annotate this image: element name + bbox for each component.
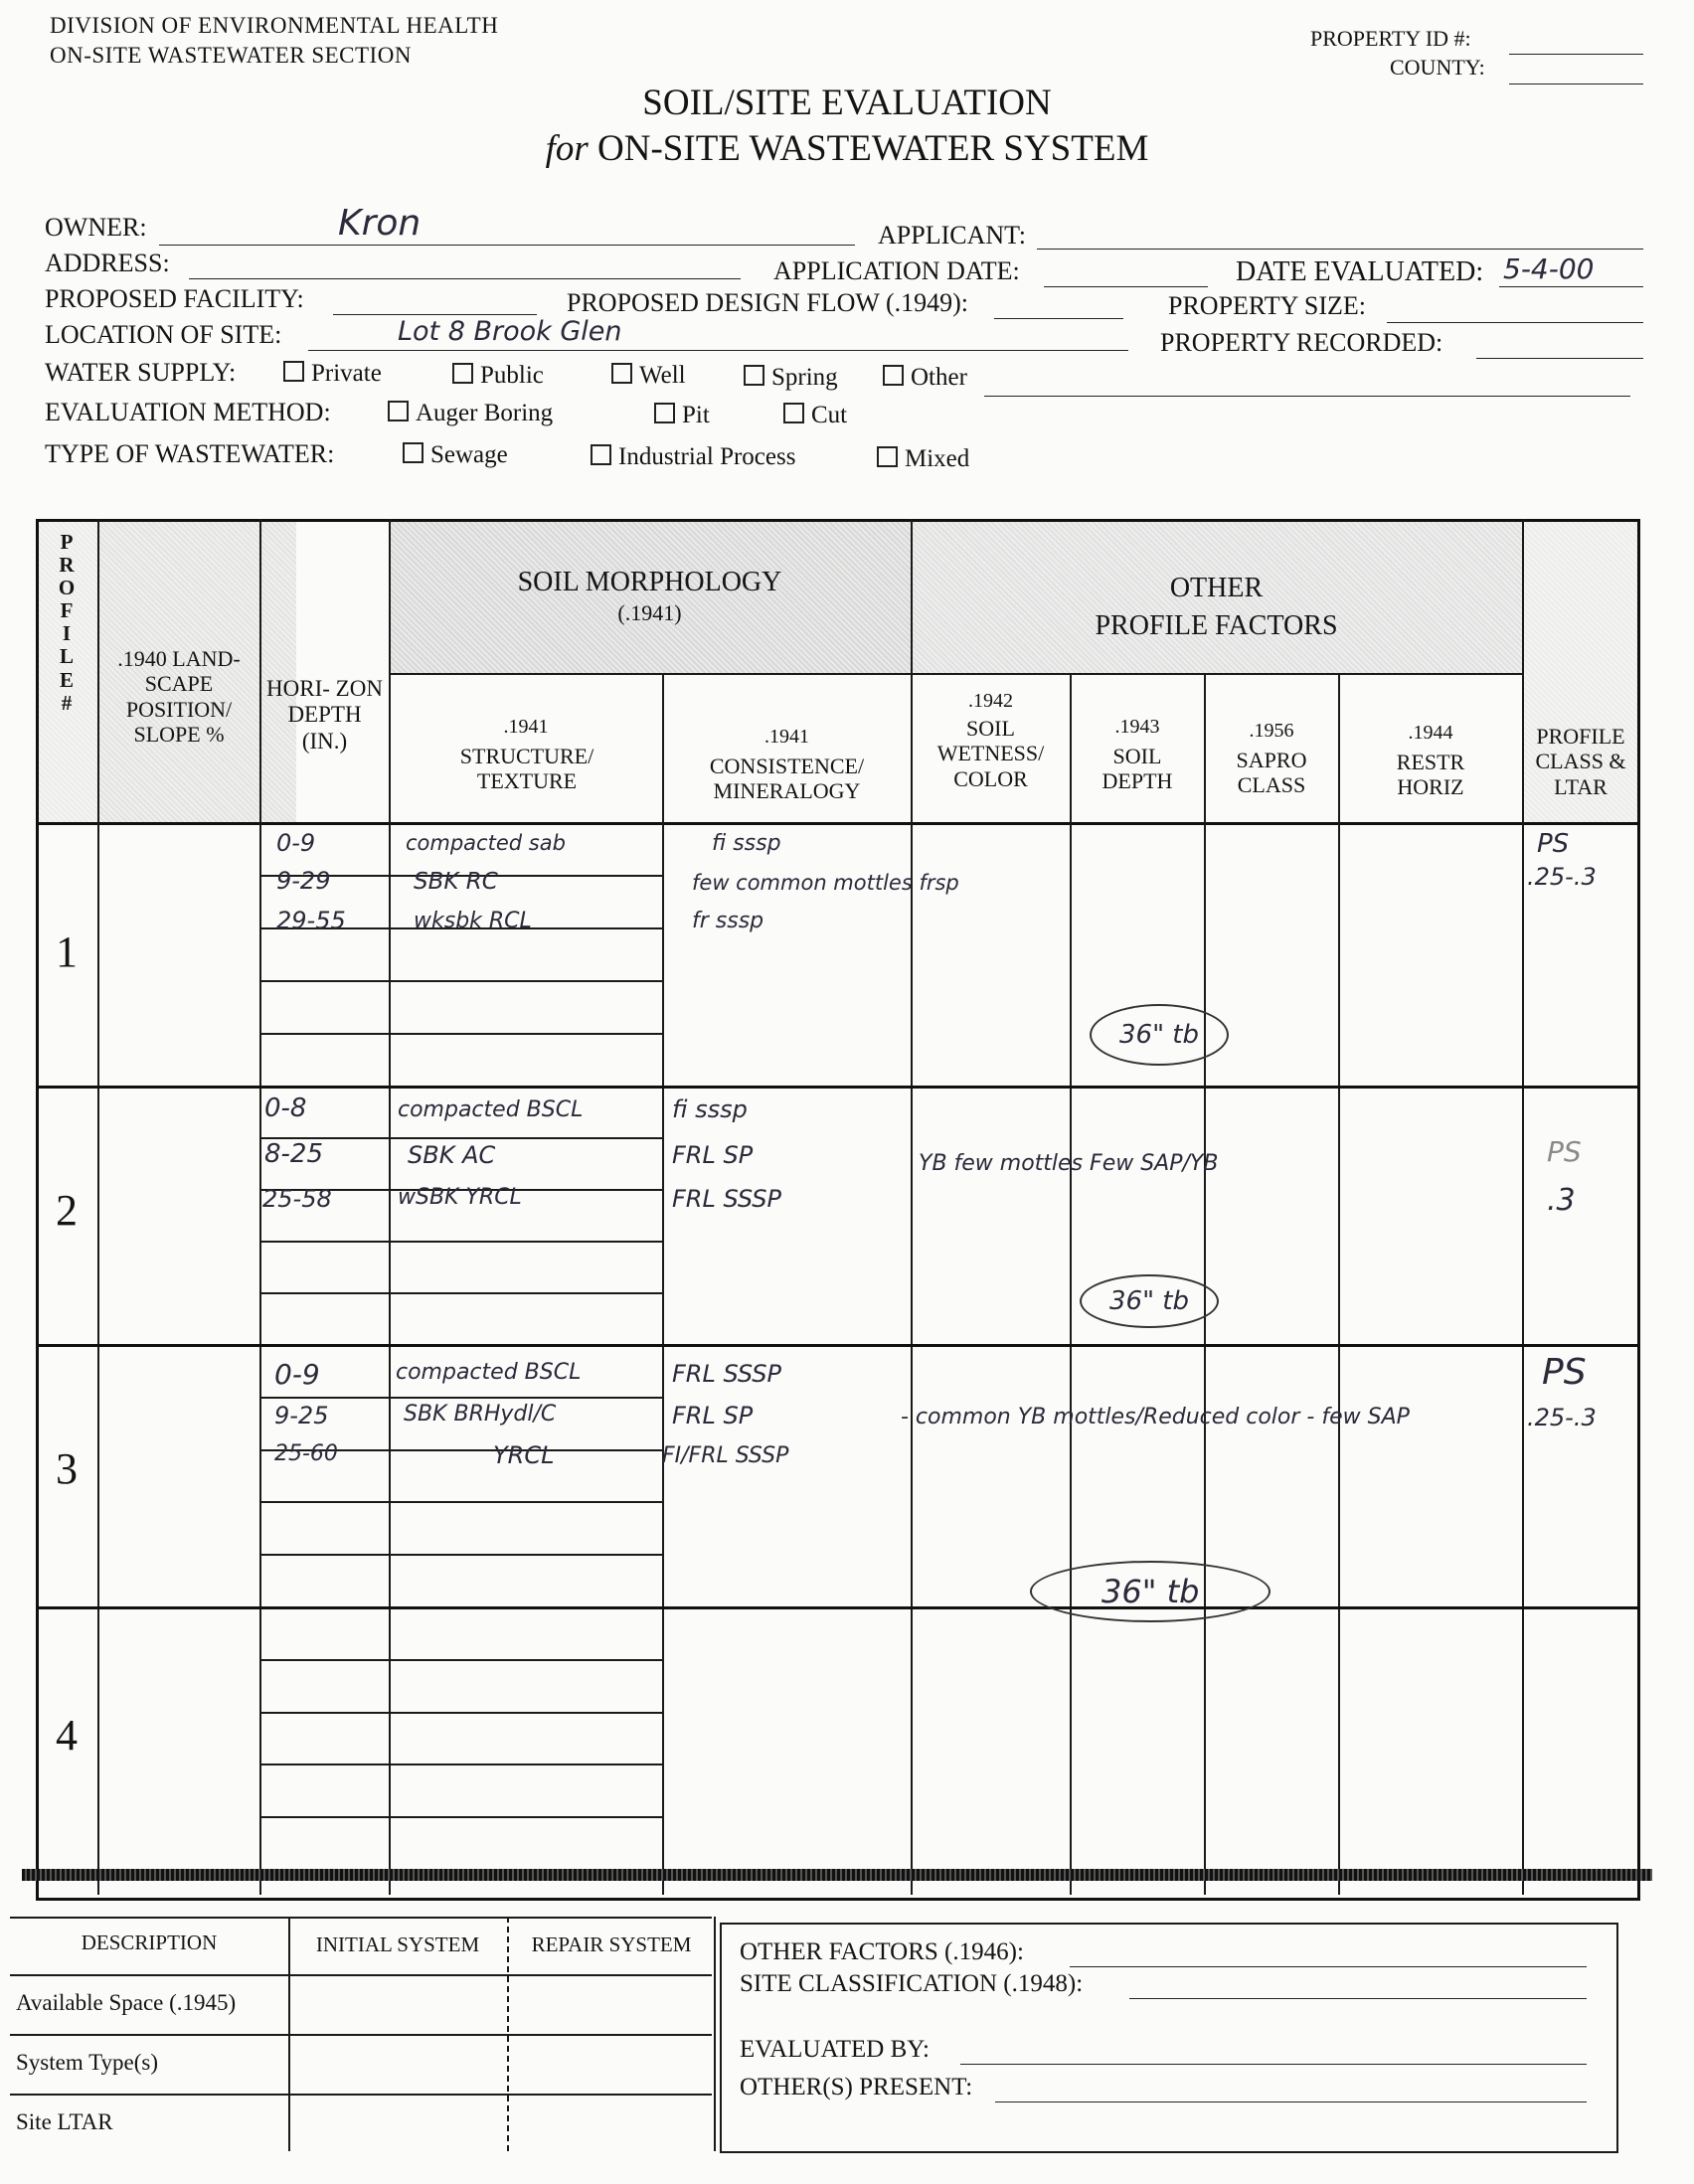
sapro-header: SAPRO CLASS (1236, 748, 1307, 798)
date-evaluated-value: 5-4-00 (1503, 252, 1595, 285)
address-field[interactable] (189, 278, 741, 279)
p3-class-1: PS (1542, 1352, 1587, 1393)
checkbox-icon (611, 363, 632, 384)
consistence-header: CONSISTENCE/ MINERALOGY (709, 754, 865, 804)
method-auger-boring[interactable] (388, 400, 553, 427)
checkbox-icon (452, 363, 473, 384)
applicant-field[interactable] (1037, 249, 1643, 250)
other-factors-box (720, 1923, 1618, 2153)
option-label: Spring (771, 364, 838, 391)
restr-code: .1944 (1408, 722, 1453, 744)
checkbox-icon (783, 403, 804, 423)
p1-consistence-3: fr sssp (692, 909, 764, 933)
design-flow-field[interactable] (994, 318, 1123, 319)
site-classification-field[interactable] (1129, 1998, 1587, 1999)
profile-1-number: 1 (56, 927, 78, 976)
water-supply-public[interactable] (452, 362, 544, 390)
profile-4-number: 4 (56, 1711, 78, 1760)
horizon-row-line (259, 1764, 662, 1765)
horizon-row-line (259, 1241, 662, 1243)
option-label: Mixed (905, 445, 970, 472)
application-date-field[interactable] (1044, 286, 1208, 287)
water-supply-other-field[interactable] (984, 396, 1630, 397)
horizon-row-line (259, 980, 662, 982)
county-label: COUNTY: (1390, 55, 1485, 80)
section-name: ON-SITE WASTEWATER SECTION (50, 43, 412, 68)
available-space-repair[interactable] (511, 1978, 710, 2030)
location-field[interactable] (308, 350, 1128, 351)
p3-structure-1: compacted BSCL (396, 1360, 582, 1385)
p2-class-2: .3 (1547, 1183, 1576, 1218)
sapro-code: .1956 (1249, 720, 1294, 742)
other-factors-header: OTHER (1169, 573, 1264, 603)
evaluated-by-label: EVALUATED BY: (740, 2036, 930, 2063)
p2-structure-1: compacted BSCL (398, 1097, 584, 1122)
p1-depth-3: 29-55 (276, 907, 346, 934)
option-label: Auger Boring (416, 400, 554, 426)
location-label: LOCATION OF SITE: (45, 320, 282, 349)
checkbox-icon (388, 401, 409, 421)
site-classification-label: SITE CLASSIFICATION (.1948): (740, 1970, 1084, 1997)
p1-class-2: .25-.3 (1527, 863, 1597, 891)
description-header: DESCRIPTION (81, 1931, 218, 1954)
p2-depth-1: 0-8 (264, 1093, 307, 1123)
p3-consistence-3: FI/FRL SSSP (662, 1443, 789, 1468)
property-size-field[interactable] (1387, 322, 1643, 323)
water-supply-spring[interactable] (744, 364, 838, 392)
applicant-label: APPLICANT: (878, 221, 1026, 250)
system-table (10, 1917, 716, 2151)
option-label: Well (639, 362, 686, 389)
others-present-field[interactable] (995, 2101, 1587, 2102)
p2-wetness: YB few mottles Few SAP/YB (919, 1151, 1219, 1176)
checkbox-icon (591, 444, 611, 465)
p1-structure-2: SBK RC (414, 869, 498, 895)
others-present-label: OTHER(S) PRESENT: (740, 2074, 973, 2100)
water-supply-label: WATER SUPPLY: (45, 358, 237, 387)
p3-depth-1: 0-9 (274, 1358, 320, 1391)
profile-header-text: PROFILE # (58, 530, 76, 715)
checkbox-icon (877, 446, 898, 467)
p3-soil-depth: 36" tb (1030, 1561, 1270, 1622)
date-evaluated-field[interactable] (1499, 286, 1643, 287)
property-id-label: PROPERTY ID #: (1310, 26, 1471, 51)
p2-consistence-1: fi sssp (672, 1095, 748, 1123)
horizon-row-line (259, 1292, 662, 1294)
site-ltar-initial[interactable] (292, 2098, 503, 2147)
property-recorded-field[interactable] (1476, 358, 1643, 359)
application-date-label: APPLICATION DATE: (773, 256, 1020, 285)
horizon-row-line (259, 1816, 662, 1818)
water-supply-well[interactable] (611, 362, 686, 390)
p2-structure-2: SBK AC (408, 1141, 496, 1169)
address-label: ADDRESS: (45, 249, 170, 277)
system-types-label: System Type(s) (16, 2050, 158, 2075)
option-label: Industrial Process (618, 443, 796, 470)
owner-field[interactable] (159, 245, 855, 246)
p3-depth-3: 25-60 (274, 1441, 338, 1466)
proposed-facility-field[interactable] (333, 314, 537, 315)
checkbox-icon (744, 365, 764, 386)
wastewater-sewage[interactable] (403, 441, 508, 469)
horizon-row-line (259, 1554, 662, 1556)
horizon-row-line (259, 1501, 662, 1503)
form-subtitle (0, 127, 1694, 170)
p3-depth-2: 9-25 (274, 1402, 329, 1429)
other-factors-field[interactable] (1070, 1966, 1587, 1967)
p2-depth-2: 8-25 (264, 1139, 324, 1169)
p2-depth-3: 25-58 (262, 1185, 332, 1213)
p3-consistence-1: FRL SSSP (672, 1360, 781, 1388)
option-label: Other (911, 364, 967, 391)
soil-profile-table (36, 519, 1638, 1899)
method-pit[interactable] (654, 402, 710, 429)
horizon-depth-header: HORI- ZON DEPTH (IN.) (266, 676, 383, 754)
water-supply-other[interactable] (883, 364, 967, 392)
checkbox-icon (283, 361, 304, 382)
system-type-repair[interactable] (511, 2038, 710, 2090)
structure-header: STRUCTURE/ TEXTURE (459, 744, 594, 794)
horizon-row-line (259, 1712, 662, 1714)
checkbox-icon (403, 442, 424, 463)
landscape-header: .1940 LAND- SCAPE POSITION/ SLOPE % (117, 646, 241, 747)
p3-consistence-2: FRL SP (672, 1402, 754, 1429)
design-flow-label: PROPOSED DESIGN FLOW (.1949): (567, 288, 968, 317)
horizon-row-line (259, 1033, 662, 1035)
option-label: Public (480, 362, 544, 389)
p2-structure-3: wSBK YRCL (398, 1185, 522, 1210)
wastewater-industrial[interactable] (591, 443, 795, 471)
structure-code: .1941 (503, 716, 549, 738)
division-name: DIVISION OF ENVIRONMENTAL HEALTH (50, 13, 499, 38)
evaluated-by-field[interactable] (960, 2064, 1587, 2065)
option-label: Pit (682, 402, 710, 428)
subtitle-for: for (545, 128, 589, 169)
property-size-label: PROPERTY SIZE: (1168, 291, 1366, 320)
p2-soil-depth: 36" tb (1080, 1274, 1219, 1328)
consistence-code: .1941 (764, 726, 809, 748)
soil-morphology-code: (.1941) (617, 600, 682, 625)
p1-structure-1: compacted sab (406, 831, 566, 855)
p1-depth-2: 9-29 (276, 867, 331, 895)
p1-structure-3: wksbk RCL (414, 909, 532, 933)
system-type-initial[interactable] (292, 2038, 503, 2090)
soil-depth-header: SOIL DEPTH (1101, 744, 1173, 794)
checkbox-icon (883, 365, 904, 386)
method-cut[interactable] (783, 402, 847, 429)
water-supply-private[interactable] (283, 360, 382, 388)
site-ltar-repair[interactable] (511, 2098, 710, 2147)
location-value: Lot 8 Brook Glen (398, 316, 622, 347)
owner-label: OWNER: (45, 213, 147, 242)
horizon-row-line (259, 1397, 662, 1399)
profile-2-number: 2 (56, 1186, 78, 1235)
p1-class-1: PS (1537, 829, 1570, 859)
proposed-facility-label: PROPOSED FACILITY: (45, 284, 304, 313)
horizon-row-line (259, 1659, 662, 1661)
p1-consistence-1: fi sssp (712, 831, 781, 856)
option-label: Cut (811, 402, 848, 428)
table-bottom-band (22, 1869, 1652, 1881)
p2-consistence-2: FRL SP (672, 1141, 754, 1169)
restr-header: RESTR HORIZ (1396, 750, 1465, 800)
checkbox-icon (654, 403, 675, 423)
property-recorded-label: PROPERTY RECORDED: (1160, 328, 1443, 357)
p2-class-1: PS (1547, 1135, 1582, 1168)
soil-morphology-header: SOIL MORPHOLOGY (517, 567, 782, 597)
owner-value: Kron (338, 203, 422, 244)
p3-structure-2: SBK BRHydl/C (404, 1402, 557, 1427)
other-factors-label: OTHER FACTORS (.1946): (740, 1938, 1024, 1965)
wastewater-type-label: TYPE OF WASTEWATER: (45, 439, 335, 468)
profile-number-header (44, 531, 89, 715)
p3-wetness: - common YB mottles/Reduced color - few SAP (901, 1405, 1410, 1429)
site-ltar-label: Site LTAR (16, 2109, 113, 2134)
option-label: Private (311, 360, 382, 387)
profile-3-number: 3 (56, 1444, 78, 1493)
soil-depth-code: .1943 (1114, 716, 1160, 738)
p1-depth-1: 0-9 (276, 829, 316, 857)
wetness-header: SOIL WETNESS/ COLOR (936, 716, 1045, 791)
available-space-label: Available Space (.1945) (16, 1990, 237, 2015)
wetness-code: .1942 (968, 690, 1013, 712)
p3-structure-3: YRCL (493, 1441, 555, 1469)
option-label: Sewage (430, 441, 508, 468)
form-title: SOIL/SITE EVALUATION (642, 83, 1052, 123)
p2-consistence-3: FRL SSSP (672, 1185, 781, 1213)
subtitle-rest: ON-SITE WASTEWATER SYSTEM (597, 128, 1149, 169)
p3-class-2: .25-.3 (1527, 1404, 1597, 1431)
property-id-field[interactable] (1509, 54, 1643, 55)
wastewater-mixed[interactable] (877, 445, 969, 473)
class-header: PROFILE CLASS & LTAR (1535, 724, 1626, 799)
evaluation-method-label: EVALUATION METHOD: (45, 398, 331, 426)
initial-system-header: INITIAL SYSTEM (315, 1932, 480, 1956)
p1-soil-depth: 36" tb (1090, 1004, 1229, 1066)
other-factors-header-2: PROFILE FACTORS (1095, 610, 1338, 641)
date-evaluated-label: DATE EVALUATED: (1236, 256, 1484, 287)
p1-consistence-2: few common mottles frsp (692, 871, 959, 895)
repair-system-header: REPAIR SYSTEM (531, 1932, 692, 1956)
available-space-initial[interactable] (292, 1978, 503, 2030)
